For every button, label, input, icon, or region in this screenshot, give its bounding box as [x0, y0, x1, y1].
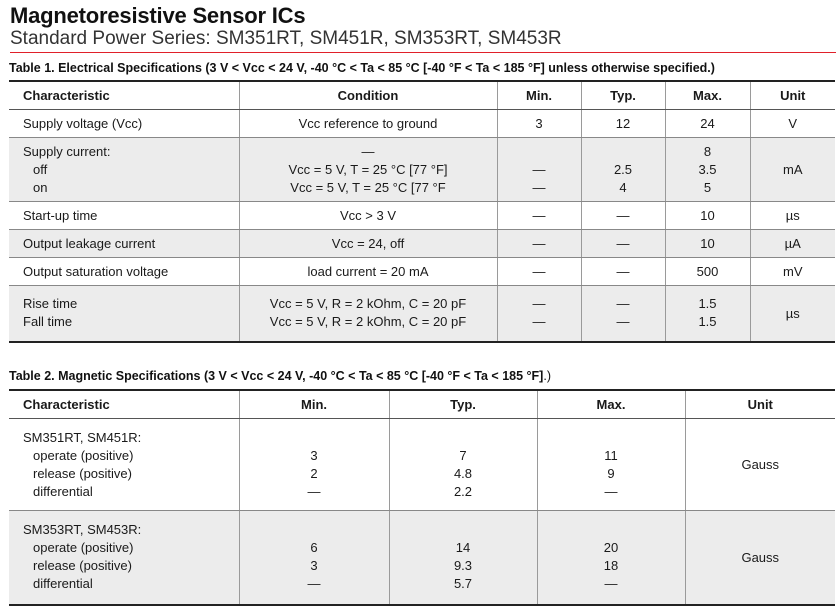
cell-line: Supply current:: [23, 143, 111, 159]
cell-line: 14: [455, 540, 471, 556]
unit-cell: mV: [750, 258, 835, 286]
cell-line: 2: [310, 465, 318, 481]
cell-line: release (positive): [33, 465, 132, 481]
table-row: [9, 230, 835, 258]
max-cell: [665, 202, 750, 230]
min-cell: [497, 286, 581, 342]
cell-line: Vcc = 5 V, T = 25 °C [77 °F]: [288, 161, 448, 177]
typ-cell: [389, 511, 537, 605]
condition-cell: [239, 202, 497, 230]
cell-line: 12: [615, 115, 631, 131]
cell-line: —: [604, 576, 618, 592]
cell-line: 3: [535, 115, 543, 131]
cell-line: [390, 521, 537, 539]
cell-line: —: [616, 314, 630, 330]
cell-line: release (positive): [33, 558, 132, 574]
unit-cell: mA: [750, 138, 835, 202]
cell-line: —: [532, 314, 546, 330]
cell-line: 5.7: [453, 576, 473, 592]
cell-line: 500: [696, 263, 719, 279]
typ-cell: [581, 110, 665, 138]
unit-cell: µs: [750, 286, 835, 342]
table-row: [9, 202, 835, 230]
cell-line: differential: [33, 483, 93, 499]
min-cell: [239, 419, 389, 511]
cell-line: Output saturation voltage: [23, 263, 169, 279]
table1-caption: [9, 61, 715, 75]
min-cell: [497, 202, 581, 230]
cell-line: Vcc = 5 V, T = 25 °C [77 °F: [290, 179, 446, 195]
min-cell: [497, 258, 581, 286]
unit-cell: Gauss: [685, 511, 835, 605]
cell-line: —: [616, 296, 630, 312]
column-header-typ: Typ.: [581, 81, 665, 110]
column-header-condition: Condition: [239, 81, 497, 110]
column-header-max: Max.: [537, 390, 685, 419]
cell-line: SM351RT, SM451R:: [23, 429, 142, 445]
cell-line: —: [616, 207, 630, 223]
max-cell: [665, 110, 750, 138]
column-header-min: Min.: [239, 390, 389, 419]
characteristic-cell: [9, 202, 239, 230]
unit-cell: µA: [750, 230, 835, 258]
cell-line: Output leakage current: [23, 235, 156, 251]
cell-line: —: [532, 207, 546, 223]
cell-line: Vcc = 24, off: [331, 235, 405, 251]
table-row: [9, 286, 835, 342]
table-row: [9, 419, 835, 511]
typ-cell: [581, 286, 665, 342]
typ-cell: [581, 202, 665, 230]
column-header-typ: Typ.: [389, 390, 537, 419]
cell-line: 1.5: [698, 296, 717, 312]
table-row: [9, 110, 835, 138]
typ-cell: [581, 230, 665, 258]
cell-line: 24: [700, 115, 715, 131]
cell-line: Vcc > 3 V: [340, 207, 396, 223]
cell-line: 10: [700, 207, 715, 223]
unit-cell: V: [750, 110, 835, 138]
min-cell: [497, 138, 581, 202]
cell-line: 7: [459, 447, 467, 463]
cell-line: Supply voltage (Vcc): [23, 115, 143, 131]
cell-line: Vcc = 5 V, R = 2 kOhm, C = 20 pF: [269, 296, 467, 312]
cell-line: 2.5: [613, 161, 633, 177]
min-cell: [239, 511, 389, 605]
table1-header-row: [9, 81, 835, 110]
cell-line: 4: [619, 179, 627, 195]
cell-line: differential: [33, 576, 93, 592]
characteristic-cell: [9, 258, 239, 286]
cell-line: Fall time: [23, 314, 73, 330]
max-cell: [665, 138, 750, 202]
cell-line: load current = 20 mA: [307, 263, 429, 279]
cell-line: —: [616, 235, 630, 251]
cell-line: operate (positive): [33, 447, 134, 463]
cell-line: 18: [603, 558, 619, 574]
cell-line: [390, 429, 537, 447]
column-header-unit: Unit: [750, 81, 835, 110]
cell-line: —: [307, 483, 321, 499]
typ-cell: [389, 419, 537, 511]
cell-line: Rise time: [23, 296, 78, 312]
document-header: [10, 4, 836, 50]
cell-line: off: [33, 161, 48, 177]
characteristic-cell: [9, 110, 239, 138]
header-divider: [10, 52, 836, 53]
column-header-characteristic: Characteristic: [9, 81, 239, 110]
cell-line: —: [532, 161, 546, 177]
cell-line: 3: [310, 447, 318, 463]
cell-line: [538, 521, 685, 539]
column-header-unit: Unit: [685, 390, 835, 419]
max-cell: [665, 258, 750, 286]
cell-line: 3.5: [698, 161, 717, 177]
cell-line: 2.2: [453, 483, 473, 499]
cell-line: 10: [700, 235, 715, 251]
unit-cell: Gauss: [685, 419, 835, 511]
cell-line: 5: [703, 179, 712, 195]
characteristic-cell: [9, 286, 239, 342]
table-row: [9, 258, 835, 286]
condition-cell: [239, 286, 497, 342]
condition-cell: [239, 138, 497, 202]
table1-caption-text: Table 1. Electrical Specifications (3 V < Vcc < 24 V, -40 °C < Ta < 85 °C [-40 °F < Ta < 185 °F] unless otherwise specified.): [9, 61, 715, 75]
max-cell: [537, 419, 685, 511]
cell-line: —: [616, 263, 630, 279]
table-row: [9, 511, 835, 605]
cell-line: Vcc = 5 V, R = 2 kOhm, C = 20 pF: [269, 314, 467, 330]
cell-line: —: [604, 483, 618, 499]
cell-line: operate (positive): [33, 540, 134, 556]
typ-cell: [581, 258, 665, 286]
characteristic-cell: [9, 138, 239, 202]
column-header-min: Min.: [497, 81, 581, 110]
max-cell: [537, 511, 685, 605]
min-cell: [497, 230, 581, 258]
cell-line: [240, 521, 389, 539]
cell-line: on: [33, 179, 48, 195]
cell-line: 3: [310, 558, 318, 574]
cell-line: 11: [604, 447, 618, 463]
cell-line: —: [532, 263, 546, 279]
cell-line: 1.5: [698, 314, 717, 330]
cell-line: 20: [603, 540, 619, 556]
page-title: Magnetoresistive Sensor ICs: [10, 3, 306, 28]
cell-line: 8: [703, 143, 712, 159]
cell-line: SM353RT, SM453R:: [23, 522, 142, 538]
page-subtitle: Standard Power Series: SM351RT, SM451R, SM353RT, SM453R: [10, 28, 562, 49]
max-cell: [665, 230, 750, 258]
table2-caption: [9, 369, 551, 383]
table-row: [9, 138, 835, 202]
cell-line: 6: [310, 540, 318, 556]
condition-cell: [239, 230, 497, 258]
typ-cell: [581, 138, 665, 202]
cell-line: [498, 143, 581, 161]
column-header-max: Max.: [665, 81, 750, 110]
cell-line: 9.3: [453, 558, 473, 574]
cell-line: 4.8: [453, 465, 473, 481]
unit-cell: µs: [750, 202, 835, 230]
condition-cell: [239, 258, 497, 286]
column-header-characteristic: Characteristic: [9, 390, 239, 419]
cell-line: —: [532, 179, 546, 195]
table2-header-row: [9, 390, 835, 419]
cell-line: —: [532, 296, 546, 312]
cell-line: Start-up time: [23, 207, 98, 223]
characteristic-cell: [9, 230, 239, 258]
electrical-specifications-table: [9, 80, 835, 343]
max-cell: [665, 286, 750, 342]
magnetic-specifications-table: [9, 389, 835, 606]
characteristic-cell: [9, 419, 239, 511]
min-cell: [497, 110, 581, 138]
cell-line: [582, 143, 665, 161]
table2-caption-tail: .): [543, 369, 551, 383]
cell-line: —: [307, 576, 321, 592]
table2-caption-text: Table 2. Magnetic Specifications (3 V < Vcc < 24 V, -40 °C < Ta < 85 °C [-40 °F < Ta < 185 °F]: [9, 369, 544, 383]
cell-line: —: [532, 235, 546, 251]
cell-line: —: [361, 143, 375, 159]
cell-line: 9: [607, 465, 615, 481]
cell-line: [240, 429, 389, 447]
characteristic-cell: [9, 511, 239, 605]
cell-line: [538, 429, 685, 447]
cell-line: Vcc reference to ground: [298, 115, 438, 131]
condition-cell: [239, 110, 497, 138]
